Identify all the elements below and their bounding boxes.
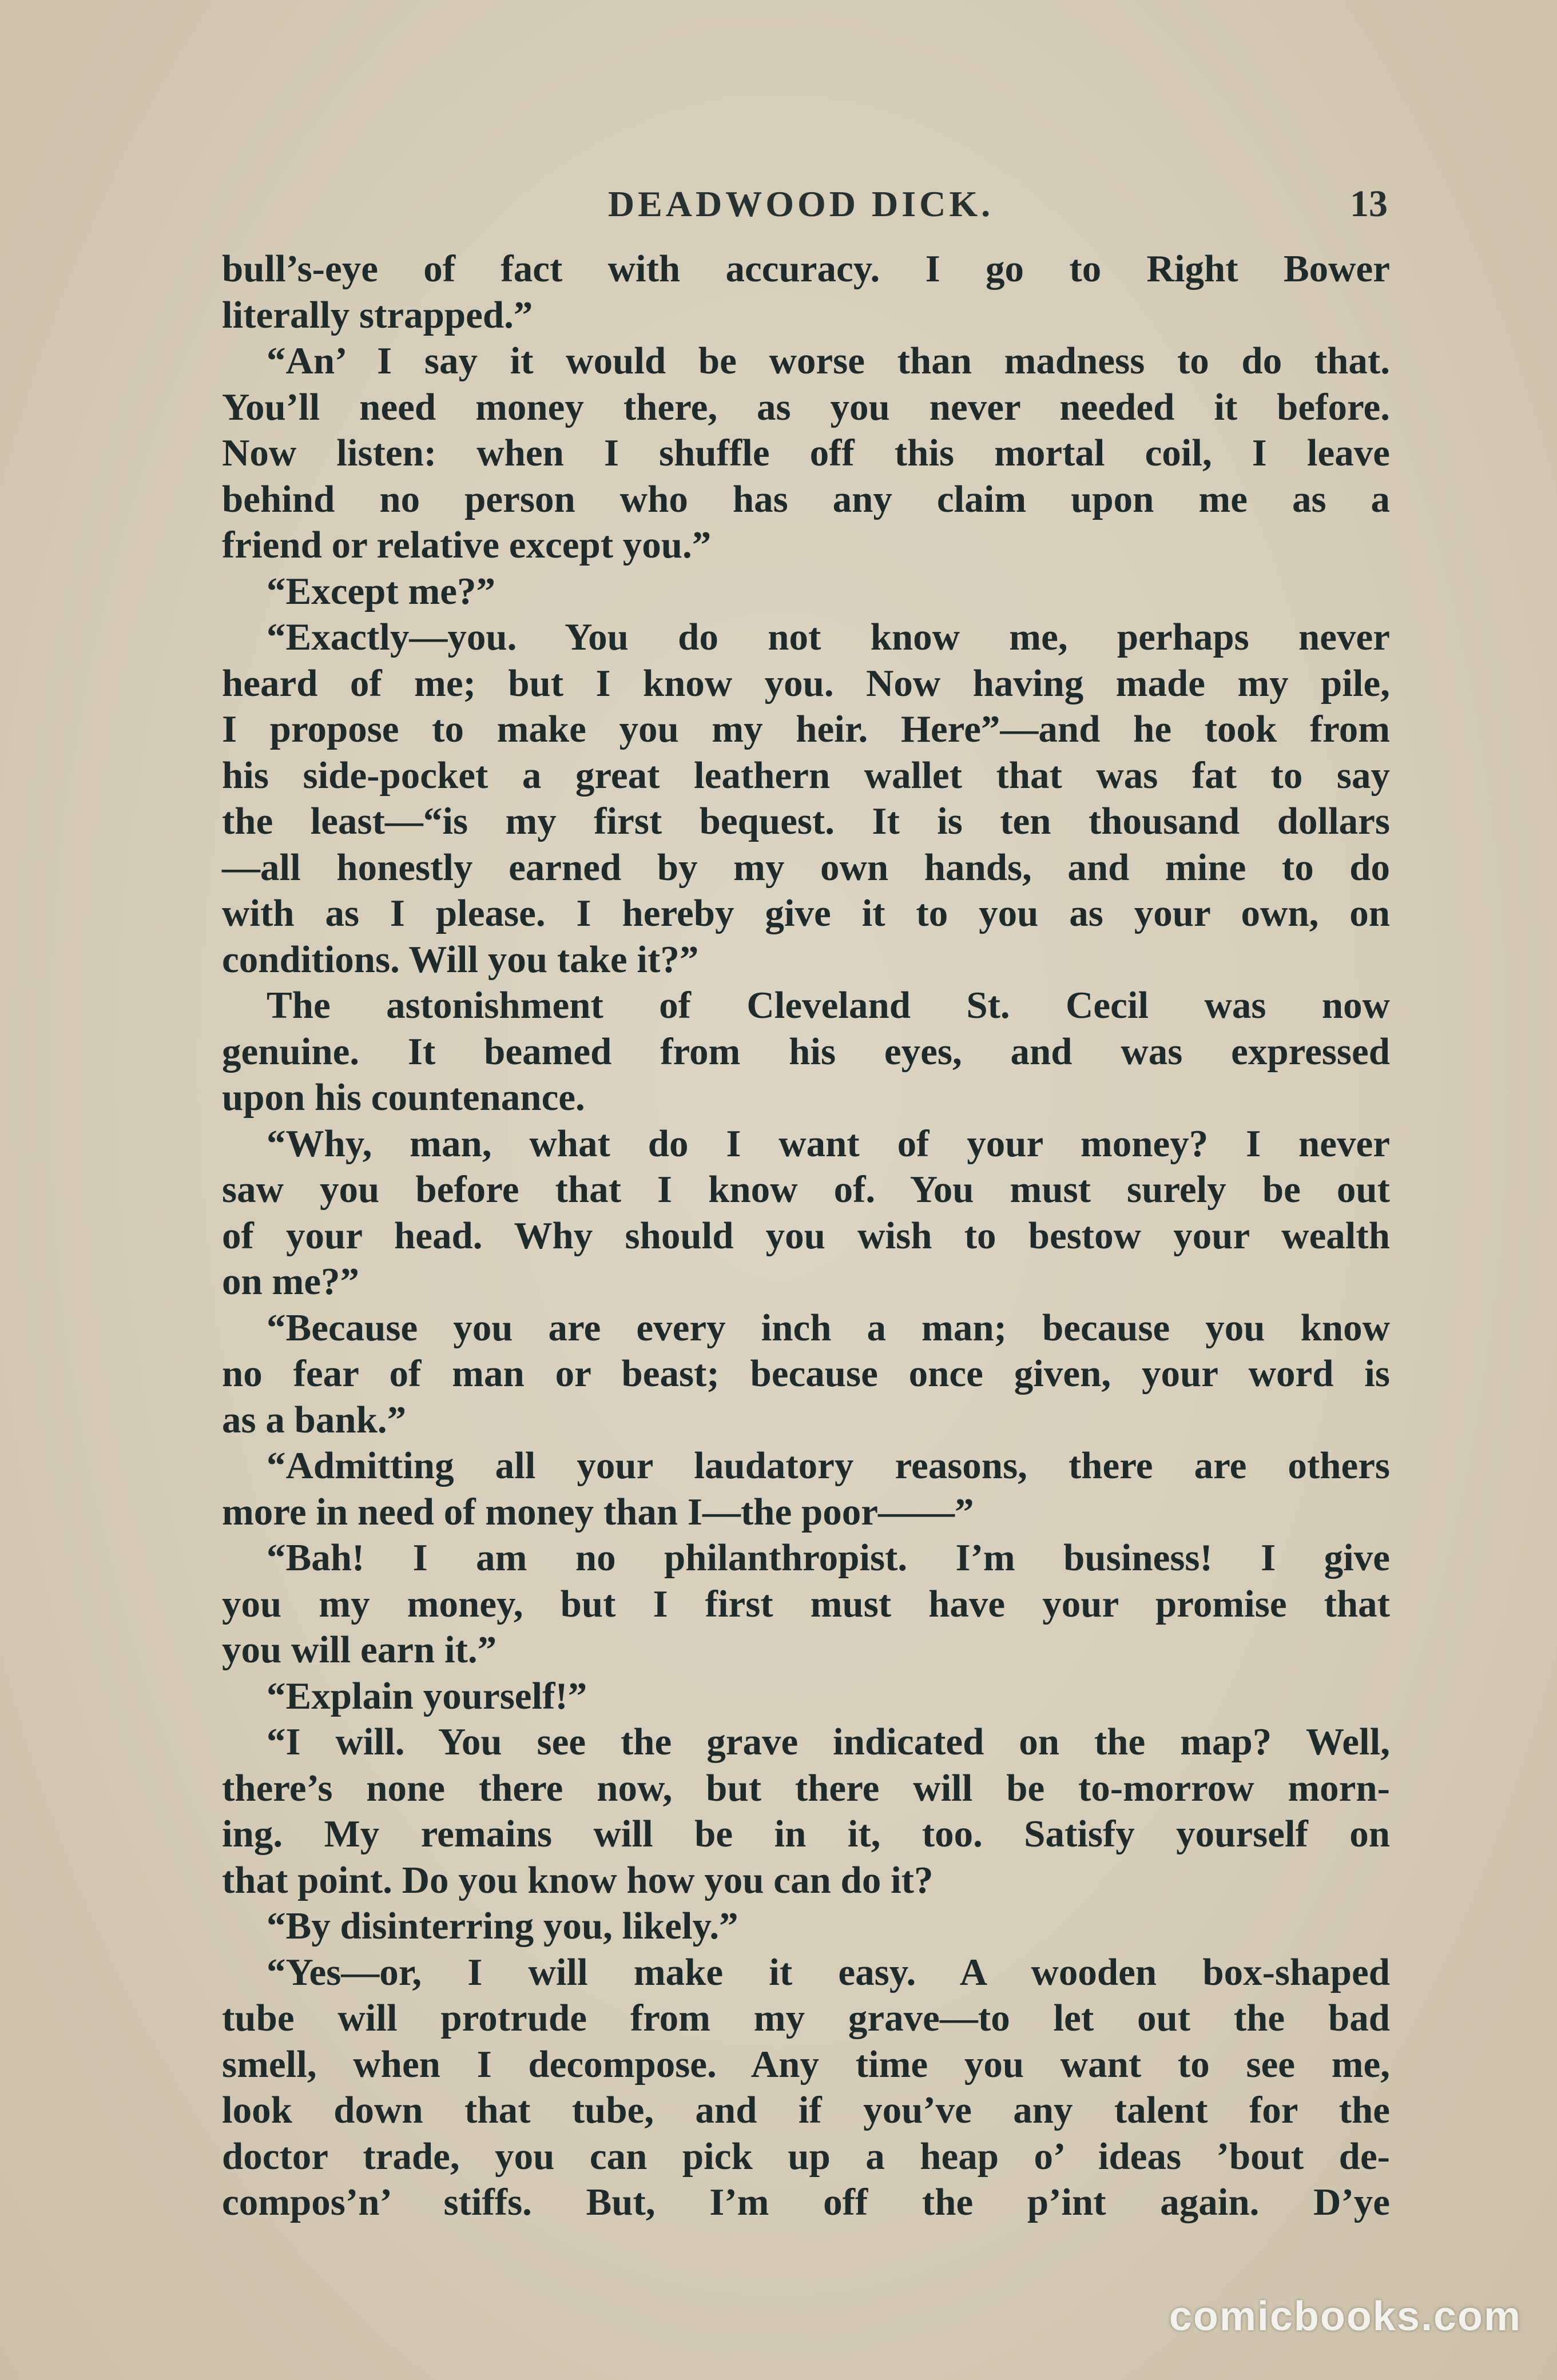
text-line: Now listen: when I shuffle off this mortal coil, I leave [222, 432, 1390, 474]
text-line: doctor trade, you can pick up a heap o’ ideas ’bout de- [222, 2135, 1390, 2178]
text-line: “An’ I say it would be worse than madness to do that. [267, 340, 1390, 382]
text-line: as a bank.” [222, 1398, 407, 1441]
text-line: “Because you are every inch a man; because you know [267, 1306, 1390, 1349]
text-line: “Exactly—you. You do not know me, perhaps never [267, 616, 1390, 658]
text-line: “Admitting all your laudatory reasons, there are others [267, 1444, 1390, 1487]
text-line: You’ll need money there, as you never needed it before. [222, 385, 1390, 428]
text-line: the least—“is my first bequest. It is ten thousand dollars [222, 800, 1390, 842]
text-line: of your head. Why should you wish to bestow your wealth [222, 1214, 1390, 1257]
running-head [0, 178, 1557, 230]
text-line: there’s none there now, but there will be to-morrow morn- [222, 1766, 1390, 1809]
text-line: “Bah! I am no philanthropist. I’m business! I give [267, 1537, 1390, 1579]
text-line: his side-pocket a great leathern wallet that was fat to say [222, 754, 1390, 797]
text-line: with as I please. I hereby give it to you as your own, on [222, 892, 1390, 934]
text-line: literally strapped.” [222, 293, 533, 336]
watermark: comicbooks.com [1169, 2294, 1522, 2339]
text-line: smell, when I decompose. Any time you want to see me, [222, 2043, 1390, 2086]
text-line: saw you before that I know of. You must surely be out [222, 1168, 1390, 1211]
text-line: genuine. It beamed from his eyes, and was expressed [222, 1030, 1390, 1073]
text-line: “Explain yourself!” [267, 1674, 587, 1717]
text-line: look down that tube, and if you’ve any talent for the [222, 2089, 1390, 2131]
text-line: no fear of man or beast; because once given, your word is [222, 1352, 1390, 1395]
text-line: conditions. Will you take it?” [222, 938, 699, 981]
text-line: “I will. You see the grave indicated on the map? Well, [267, 1721, 1390, 1763]
text-line: ing. My remains will be in it, too. Satisfy yourself on [222, 1813, 1390, 1855]
text-line: tube will protrude from my grave—to let out the bad [222, 1997, 1390, 2039]
page-number: 13 [1350, 183, 1388, 225]
text-line: I propose to make you my heir. Here”—and he took from [222, 708, 1390, 750]
text-line: upon his countenance. [222, 1076, 585, 1119]
body-text [222, 246, 1390, 2226]
text-line: that point. Do you know how you can do it? [222, 1858, 934, 1901]
text-line: The astonishment of Cleveland St. Cecil was now [267, 984, 1390, 1026]
text-line: “Why, man, what do I want of your money? I never [267, 1122, 1390, 1165]
text-line: “By disinterring you, likely.” [267, 1905, 738, 1947]
text-line: heard of me; but I know you. Now having made my pile, [222, 662, 1390, 705]
text-line: “Except me?” [267, 570, 496, 612]
text-line: you my money, but I first must have your promise that [222, 1582, 1390, 1625]
page-title: DEADWOOD DICK. [607, 184, 994, 224]
text-line: more in need of money than I—the poor——” [222, 1490, 974, 1533]
text-line: “Yes—or, I will make it easy. A wooden box-shaped [267, 1951, 1390, 1993]
text-line: on me?” [222, 1260, 360, 1303]
text-line: bull’s-eye of fact with accuracy. I go to Right Bower [222, 248, 1390, 290]
text-line: you will earn it.” [222, 1629, 497, 1671]
text-line: compos’n’ stiffs. But, I’m off the p’int again. D’ye [222, 2181, 1390, 2223]
text-line: behind no person who has any claim upon me as a [222, 477, 1390, 520]
text-line: friend or relative except you.” [222, 524, 712, 566]
text-line: —all honestly earned by my own hands, and mine to do [222, 846, 1390, 889]
